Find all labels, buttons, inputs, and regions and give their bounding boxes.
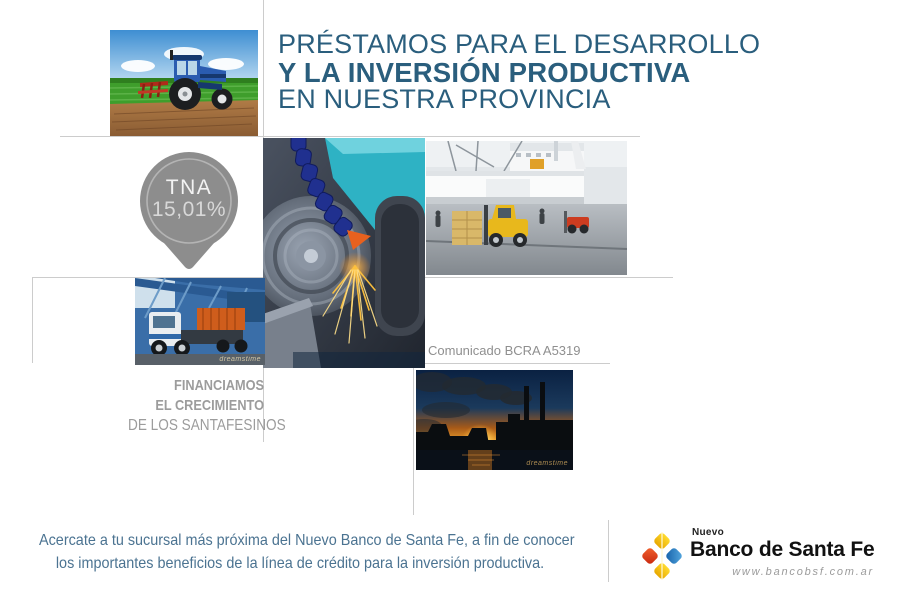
divider-top-vertical [263, 0, 264, 138]
machining-photo [263, 138, 425, 368]
factory-sunset-photo [416, 370, 573, 470]
factory-watermark: dreamstime [526, 460, 568, 467]
footer-line2: los importantes beneficios de la línea de crédito para la inversión productiva. [55, 555, 545, 572]
tna-label: TNA [165, 176, 213, 199]
tractor-field-photo [110, 30, 258, 136]
divider-left-vertical [32, 277, 33, 363]
footer-line2-wrap [10, 555, 590, 573]
logo-pre-label: Nuevo [692, 527, 725, 538]
brand-logo [642, 530, 682, 587]
bank-logo-mark-icon [642, 530, 682, 582]
tna-rate: 15,01% [151, 198, 227, 221]
divider-comunicado-horizontal [413, 363, 610, 364]
financiamos-block [128, 376, 286, 436]
divider-top-horizontal [60, 136, 640, 137]
divider-factory-vertical [413, 363, 414, 515]
logo-website: www.bancobsf.com.ar [732, 566, 874, 578]
comunicado-note: Comunicado BCRA A5319 [428, 343, 581, 358]
headline-line3: EN NUESTRA PROVINCIA [278, 84, 611, 114]
financiamos-line3: DE LOS SANTAFESINOS [128, 417, 286, 434]
divider-logo-vertical [608, 520, 609, 582]
truck-watermark: dreamstime [219, 356, 261, 363]
headline [278, 31, 760, 114]
financiamos-line1: FINANCIAMOS [174, 377, 264, 394]
footer-line1: Acercate a tu sucursal más próxima del Nuevo Banco de Santa Fe, a fin de conocer [39, 532, 575, 549]
port-forklift-photo [426, 141, 627, 275]
headline-line1: PRÉSTAMOS PARA EL DESARROLLO [278, 29, 761, 59]
container-truck-photo [135, 278, 265, 365]
financiamos-line2: EL CRECIMIENTO [155, 397, 264, 414]
footer-line1-wrap [10, 532, 590, 550]
logo-bank-name: Banco de Santa Fe [690, 538, 875, 561]
headline-line2: Y LA INVERSIÓN PRODUCTIVA [278, 56, 691, 88]
